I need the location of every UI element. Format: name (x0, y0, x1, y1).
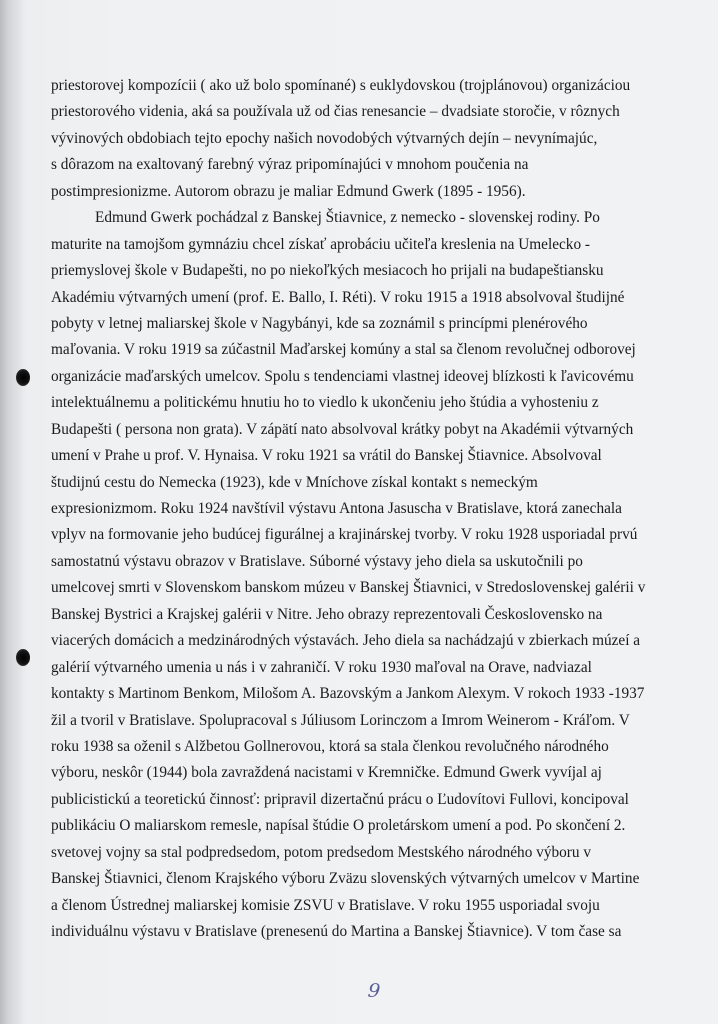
text-line: organizácie maďarských umelcov. Spolu s tendenciami vlastnej ideovej blízkosti k ľavicovému (51, 367, 634, 385)
text-line: intelektuálnemu a politickému hnutiu ho to viedlo k ukončeniu jeho štúdia a vyhosteniu z (51, 394, 599, 412)
text-line: svetovej vojny sa stal podpredsedom, potom predsedom Mestského národného výboru v (51, 843, 591, 861)
text-line: priestorovej kompozícii ( ako už bolo spomínané) s euklydovskou (trojplánovou) organizáciou (51, 77, 631, 94)
punch-hole-bottom (16, 649, 30, 666)
punch-hole-top (16, 369, 30, 386)
text-line: publicistickú a teoretickú činnosť: pripravil dizertačnú prácu o Ľudovítovi Fullovi, koncipoval (51, 790, 629, 808)
text-line: maturite na tamojšom gymnáziu chcel získať aprobáciu učiteľa kreslenia na Umelecko - (51, 235, 591, 253)
text-line: viacerých domácich a medzinárodných výstavách. Jeho diela sa nachádzajú v zbierkach múzeí a (51, 632, 641, 650)
text-line: Akadémiu výtvarných umení (prof. E. Ballo, I. Réti). V roku 1915 a 1918 absolvoval študijné (51, 288, 625, 306)
text-line: s dôrazom na exaltovaný farebný výraz pripomínajúci v mnohom poučenia na (51, 156, 529, 174)
text-line: vývinových obdobiach tejto epochy našich novodobých výtvarných dejín – nevynímajúc, (51, 129, 598, 147)
text-line: vplyv na formovanie jeho budúcej figurálnej a krajinárskej tvorby. V roku 1928 usporiadal prvú (51, 526, 638, 544)
text-line: expresionizmom. Roku 1924 navštívil výstavu Antona Jasuscha v Bratislave, ktorá zanechala (51, 500, 622, 517)
text-line: publikáciu O maliarskom remesle, napísal štúdie O proletárskom umení a pod. Po skončení 2. (51, 817, 626, 835)
text-line: kontakty s Martinom Benkom, Milošom A. Bazovským a Jankom Alexym. V rokoch 1933 -1937 (51, 685, 645, 703)
text-line: umení v Prahe u prof. V. Hynaisa. V roku 1921 sa vrátil do Banskej Štiavnice. Absolvoval (51, 447, 602, 465)
text-line: Banskej Štiavnici, členom Krajského výboru Zväzu slovenských výtvarných umelcov v Martine (51, 870, 640, 888)
text-line: postimpresionizme. Autorom obrazu je maliar Edmund Gwerk (1895 - 1956). (51, 182, 526, 200)
text-line: umelcovej smrti v Slovenskom banskom múzeu v Banskej Štiavnici, v Stredoslovenskej galérii v (51, 579, 646, 597)
text-line: galérií výtvarného umenia u nás i v zahraničí. V roku 1930 maľoval na Orave, nadviazal (51, 658, 592, 676)
text-line: Banskej Bystrici a Krajskej galérii v Nitre. Jeho obrazy reprezentovali Československo na (51, 605, 603, 623)
paragraph-start-line: Edmund Gwerk pochádzal z Banskej Štiavnice, z nemecko - slovenskej rodiny. Po (95, 209, 600, 227)
body-text (51, 73, 676, 945)
text-line: samostatnú výstavu obrazov v Bratislave. Súborné výstavy jeho diela sa uskutočnili po (51, 552, 583, 570)
text-line: študijnú cestu do Nemecka (1923), kde v Mníchove získal kontakt s nemeckým (51, 473, 538, 491)
text-line: výboru, neskôr (1944) bola zavraždená nacistami v Kremničke. Edmund Gwerk vyvíjal aj (51, 764, 602, 782)
text-line: a členom Ústrednej maliarskej komisie ZSVU v Bratislave. V roku 1955 usporiadal svoju (51, 896, 600, 914)
text-line: roku 1938 sa oženil s Alžbetou Gollnerovou, ktorá sa stala členkou revolučného národného (51, 737, 609, 755)
text-line: pobyty v letnej maliarskej škole v Nagybányi, kde sa zoznámil s princípmi plenérového (51, 314, 588, 332)
text-line: Budapešti ( persona non grata). V zápätí nato absolvoval krátky pobyt na Akadémii výtvarných (51, 420, 634, 438)
binding-edge (0, 0, 22, 1024)
handwritten-page-number: 9 (366, 979, 382, 1003)
text-line: maľovania. V roku 1919 sa zúčastnil Maďarskej komúny a stal sa členom revolučnej odborovej (51, 341, 636, 359)
text-line: priestorového videnia, aká sa používala už od čias renesancie – dvadsiate storočie, v rôznych (51, 103, 620, 121)
text-line: priemyslovej škole v Budapešti, no po niekoľkých mesiacoch ho prijali na budapeštiansku (51, 262, 604, 280)
text-line: individuálnu výstavu v Bratislave (prenesenú do Martina a Banskej Štiavnice). V tom čase sa (51, 923, 622, 940)
text-line: žil a tvoril v Bratislave. Spolupracoval s Júliusom Lorinczom a Imrom Weinerom - Kráľom. V (51, 711, 630, 729)
